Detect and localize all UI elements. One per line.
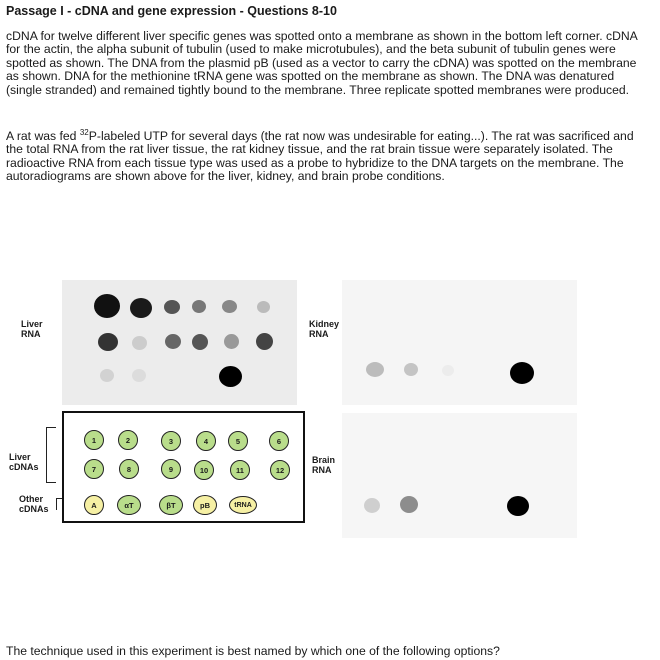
other-spot-alpha-tubulin: αT — [117, 495, 141, 515]
liver-rna-label: Liver RNA — [21, 319, 43, 339]
kidney-rna-label: Kidney RNA — [309, 319, 340, 339]
liver-autoradiogram — [62, 280, 297, 405]
liver-spot-2 — [130, 298, 152, 318]
cdna-spot-2: 2 — [118, 430, 138, 450]
other-cdnas-label: Other cDNAs — [19, 494, 49, 514]
other-spot-trna: tRNA — [229, 496, 257, 514]
cdna-spot-3: 3 — [161, 431, 181, 451]
liver-spot-6 — [257, 301, 270, 313]
other-spot-plasmid: pB — [193, 495, 217, 515]
kidney-spot-tRNA — [510, 362, 534, 384]
cdna-spot-12: 12 — [270, 460, 290, 480]
liver-spot-A — [100, 369, 114, 382]
liver-spot-9 — [165, 334, 181, 349]
brain-rna-label: Brain RNA — [312, 455, 336, 475]
liver-spot-7 — [98, 333, 118, 351]
cdna-spot-8: 8 — [119, 459, 139, 479]
liver-spot-1 — [94, 294, 120, 318]
brain-spot-tRNA — [507, 496, 529, 516]
liver-spot-12 — [256, 333, 273, 350]
cdna-spot-7: 7 — [84, 459, 104, 479]
kidney-spot-aT — [404, 363, 418, 376]
cdna-spot-1: 1 — [84, 430, 104, 450]
liver-spot-3 — [164, 300, 180, 314]
cdna-spot-5: 5 — [228, 431, 248, 451]
passage-paragraph-1: cDNA for twelve different liver specific genes was spotted onto a membrane as shown in the bottom left corner. cDNA for the actin, the alpha subunit of tubulin (used to make microtubules), and the beta subunit of tubulin genes were spotted as shown. The DNA from the plasmid pB (used as a vector to carry the cDNA) was spotted on the membrane as shown. DNA for the methionine tRNA gene was spotted on the membrane as shown. The DNA was denatured (single stranded) and remained tightly bound to the membrane. Three replicate spotted membranes were produced. — [6, 29, 638, 97]
cdna-spot-4: 4 — [196, 431, 216, 451]
liver-spot-aT — [132, 369, 146, 382]
liver-spot-5 — [222, 300, 237, 313]
question-text: The technique used in this experiment is best named by which one of the following options? — [6, 644, 500, 658]
brain-autoradiogram — [342, 413, 577, 538]
cdna-spot-10: 10 — [194, 460, 214, 480]
cdna-spot-9: 9 — [161, 459, 181, 479]
liver-cdnas-bracket — [46, 427, 56, 483]
liver-spot-10 — [192, 334, 208, 350]
other-spot-beta-tubulin: βT — [159, 495, 183, 515]
kidney-spot-bT — [442, 365, 454, 376]
passage-paragraph-2: A rat was fed $^{32}$P-labeled UTP for several days (the rat now was undesirable for eating...). The rat was sacrificed and the total RNA from the rat liver tissue, the rat kidney tissue, and the rat brain tissue were separately isolated. The radioactive RNA from each tissue type was used as a probe to hybridize to the DNA targets on the membrane. The autoradiograms are shown above for the liver, kidney, and brain probe conditions. — [6, 127, 634, 184]
passage-title: Passage I - cDNA and gene expression - Questions 8-10 — [6, 4, 337, 18]
liver-spot-11 — [224, 334, 239, 349]
kidney-spot-A — [366, 362, 384, 377]
cdna-spot-6: 6 — [269, 431, 289, 451]
brain-spot-aT — [400, 496, 418, 513]
liver-spot-4 — [192, 300, 206, 313]
liver-cdnas-label: Liver cDNAs — [9, 452, 39, 472]
other-spot-actin: A — [84, 495, 104, 515]
liver-spot-tRNA — [219, 366, 242, 387]
cdna-spot-11: 11 — [230, 460, 250, 480]
brain-spot-A — [364, 498, 380, 513]
liver-spot-8 — [132, 336, 147, 350]
kidney-autoradiogram — [342, 280, 577, 405]
